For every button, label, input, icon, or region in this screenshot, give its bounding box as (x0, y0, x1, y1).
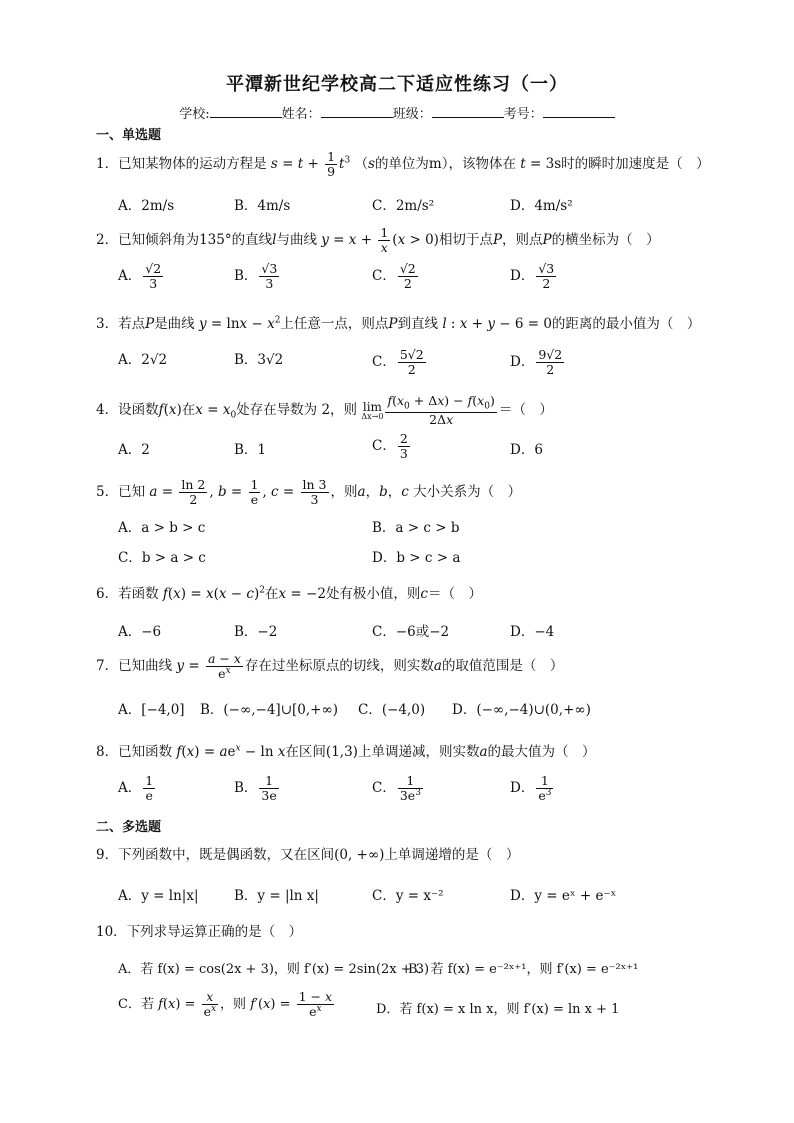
question-10: 10．下列求导运算正确的是（ ） (96, 924, 303, 940)
option-b[interactable]: B． $\frac{1}{3e}$ (234, 773, 277, 803)
formula: $f(x) = ae^x - \ln x$ (176, 743, 286, 760)
option-b[interactable]: B．(−∞,−4]∪[0,+∞) (200, 702, 338, 718)
option-a[interactable]: A． $\frac{1}{e}$ (118, 773, 154, 803)
question-6: 6．若函数 $f(x) = x(x - c)^2$在x = −2处有极小值，则c＝（ ） (96, 585, 482, 602)
formula: f(x) (158, 402, 182, 419)
formula: s = t + $\frac{1}{9}$ $t^3$ (270, 149, 351, 179)
option-b[interactable]: B．a > c > b (372, 520, 460, 536)
option-c[interactable]: C．−6或−2 (372, 624, 450, 640)
option-c[interactable]: C．2m/s² (372, 198, 435, 214)
limit-symbol: lim Δx→0 (361, 399, 384, 421)
option-c[interactable]: C． $\frac{5√2}{2}$ (372, 347, 424, 377)
exam-no-field[interactable] (543, 105, 615, 118)
section-multi-choice: 二、多选题 (96, 820, 162, 835)
formula: $x = x_0$ (195, 402, 237, 421)
formula: (0, +∞) (334, 847, 385, 863)
option-a[interactable]: A．[−4,0] (118, 702, 185, 718)
option-d[interactable]: D．b > c > a (372, 550, 461, 566)
option-b[interactable]: B．1 (234, 442, 267, 458)
option-c[interactable]: C．(−4,0) (358, 702, 426, 718)
school-label: 学校: (179, 107, 210, 122)
name-label: 姓名： (281, 107, 321, 122)
formula: x = −2 (278, 586, 326, 602)
option-b[interactable]: B．3√2 (234, 352, 284, 368)
option-b[interactable]: B．−2 (234, 624, 278, 640)
option-c[interactable]: C． $\frac{1}{3e^3}$ (372, 773, 421, 803)
option-c[interactable]: C． $\frac{2}{3}$ (372, 431, 408, 461)
option-a[interactable]: A．y = ln|x| (118, 888, 199, 904)
formula: l : x + y − 6 = 0 (442, 316, 552, 332)
question-5: 5．已知 a = $\frac{\ln 2}{2}$ , b = $\frac{1}{e}$ , c = $\frac{\ln 3}{3}$ ，则a，b，c 大小关系为（ ） (96, 477, 522, 507)
student-info-line (0, 103, 794, 122)
option-a[interactable]: A．2 (118, 442, 150, 458)
option-a[interactable]: A． $\frac{√2}{3}$ (118, 261, 162, 291)
option-b[interactable]: B．4m/s (234, 198, 291, 214)
section-single-choice: 一、单选题 (96, 128, 162, 143)
option-d[interactable]: D．−4 (510, 624, 555, 640)
page-title: 平潭新世纪学校高二下适应性练习（一） (226, 74, 568, 95)
question-4: 4．设函数f(x)在$x = x_0$处存在导数为 2，则 lim Δx→0 $\frac{f(x_0 + \Delta x) - f(x_0)}{2\Delta x}$ ＝（ ） (96, 393, 553, 428)
formula: t = 3s (520, 155, 562, 172)
option-b[interactable]: B．y = |ln x| (234, 888, 319, 904)
class-label: 班级： (392, 107, 432, 122)
school-field[interactable] (210, 105, 282, 118)
question-7: 7．已知曲线 y = $\frac{a - x}{e^x}$ 存在过坐标原点的切线，则实数a的取值范围是（ ） (96, 651, 564, 681)
question-3: 3．若点P是曲线 $y = \ln x - x^2$上任意一点，则点P到直线 l : x + y − 6 = 0的距离的最小值为（ ） (96, 315, 701, 332)
option-a[interactable]: A．a > b > c (118, 520, 206, 536)
formula: y = $\frac{a - x}{e^x}$ (176, 651, 241, 681)
option-d[interactable]: D．(−∞,−4)∪(0,+∞) (452, 702, 591, 718)
option-b[interactable]: B．若 f(x) = e⁻²ˣ⁺¹，则 f′(x) = e⁻²ˣ⁺¹ (408, 962, 639, 977)
question-8: 8．已知函数 $f(x) = ae^x - \ln x$在区间(1,3)上单调递减，则实数a的最大值为（ ） (96, 743, 596, 760)
question-2: 2．已知倾斜角为135°的直线l与曲线 y = x + $\frac{1}{x}$ (x > 0)相切于点P，则点P的横坐标为（ ） (96, 225, 660, 255)
option-d[interactable]: D．y = eˣ + e⁻ˣ (510, 888, 617, 904)
option-d[interactable]: D． $\frac{9√2}{2}$ (510, 347, 563, 377)
option-d[interactable]: D． $\frac{√3}{2}$ (510, 261, 555, 291)
option-a[interactable]: A．2√2 (118, 352, 168, 368)
option-c[interactable]: C．若 f(x) = $\frac{x}{e^x}$ ，则 f′(x) = $\frac{1 - x}{e^x}$ (118, 989, 333, 1019)
option-a[interactable]: A．−6 (118, 624, 162, 640)
exam-no-label: 考号： (503, 107, 543, 122)
question-9: 9．下列函数中，既是偶函数，又在区间(0, +∞)上单调递增的是（ ） (96, 847, 520, 863)
formula: $\frac{f(x_0 + \Delta x) - f(x_0)}{2\Delta x}$ (387, 393, 495, 428)
option-a[interactable]: A．若 f(x) = cos(2x + 3)，则 f′(x) = 2sin(2x + 3) (118, 962, 430, 977)
class-field[interactable] (432, 105, 504, 118)
option-d[interactable]: D．若 f(x) = x ln x，则 f′(x) = ln x + 1 (376, 1002, 620, 1017)
formula: $y = \ln x - x^2$ (198, 315, 281, 332)
option-c[interactable]: C．y = x⁻² (372, 888, 444, 904)
option-b[interactable]: B． $\frac{√3}{3}$ (234, 261, 278, 291)
formula: $f(x) = x(x - c)^2$ (162, 585, 265, 602)
option-d[interactable]: D． $\frac{1}{e^3}$ (510, 773, 552, 803)
option-d[interactable]: D．4m/s² (510, 198, 573, 214)
name-field[interactable] (321, 105, 393, 118)
option-c[interactable]: C．b > a > c (118, 550, 206, 566)
option-d[interactable]: D．6 (510, 442, 543, 458)
formula: a = $\frac{\ln 2}{2}$ , b = $\frac{1}{e}$ , c = $\frac{\ln 3}{3}$ (149, 477, 327, 507)
option-c[interactable]: C． $\frac{√2}{2}$ (372, 261, 416, 291)
formula: y = x + $\frac{1}{x}$ (x > 0) (321, 225, 439, 255)
question-1: 1．已知某物体的运动方程是 s = t + $\frac{1}{9}$ $t^3$ （s的单位为m），该物体在 t = 3s时的瞬时加速度是（ ） (96, 149, 710, 179)
option-a[interactable]: A．2m/s (118, 198, 175, 214)
